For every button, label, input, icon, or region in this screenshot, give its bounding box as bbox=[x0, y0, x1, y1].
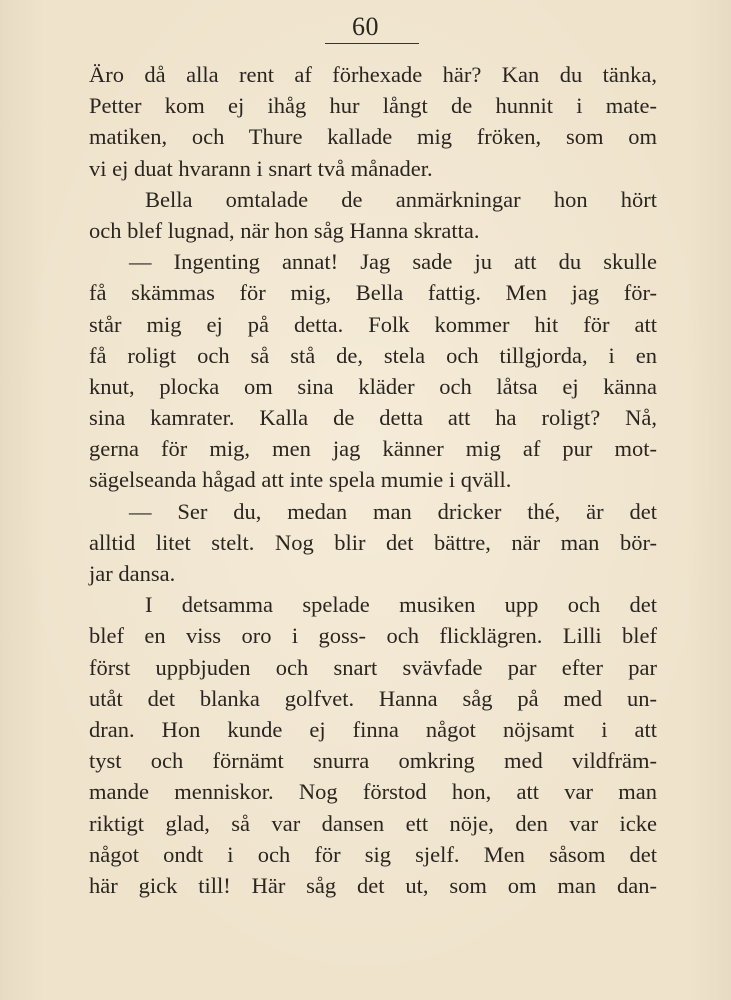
text-line: blef en viss oro i goss- och flicklägren. Lilli blef bbox=[89, 623, 657, 649]
text-line: knut, plocka om sina kläder och låtsa ej känna bbox=[89, 373, 657, 399]
text-line: matiken, och Thure kallade mig fröken, som om bbox=[89, 124, 657, 150]
text-line: gerna för mig, men jag känner mig af pur mot- bbox=[89, 436, 657, 462]
text-line: och blef lugnad, när hon såg Hanna skratta. bbox=[89, 217, 480, 243]
text-line: få roligt och så stå de, stela och tillgjorda, i en bbox=[89, 342, 657, 368]
text-line: dran. Hon kunde ej finna något nöjsamt i att bbox=[89, 716, 657, 742]
text-line: här gick till! Här såg det ut, som om man dan- bbox=[89, 872, 657, 898]
text-line: riktigt glad, så var dansen ett nöje, den var icke bbox=[89, 810, 657, 836]
text-line: I detsamma spelade musiken upp och det bbox=[145, 592, 657, 618]
text-line: utåt det blanka golfvet. Hanna såg på med un- bbox=[89, 685, 657, 711]
page-number: 60 bbox=[352, 12, 379, 41]
text-line: mande menniskor. Nog förstod hon, att var man bbox=[89, 779, 657, 805]
text-line: Petter kom ej ihåg hur långt de hunnit i mate- bbox=[89, 93, 657, 119]
text-line: står mig ej på detta. Folk kommer hit för att bbox=[89, 311, 657, 337]
text-line: tyst och förnämt snurra omkring med vildfräm- bbox=[89, 748, 657, 774]
text-line: få skämmas för mig, Bella fattig. Men jag för- bbox=[89, 280, 657, 306]
text-line: något ondt i och för sig sjelf. Men såsom det bbox=[89, 841, 657, 867]
body-text bbox=[89, 59, 657, 901]
text-line: — Ser du, medan man dricker thé, är det bbox=[129, 498, 657, 524]
text-line: Äro då alla rent af förhexade här? Kan du tänka, bbox=[89, 62, 657, 87]
text-line: sina kamrater. Kalla de detta att ha roligt? Nå, bbox=[89, 405, 657, 431]
text-line: Bella omtalade de anmärkningar hon hört bbox=[145, 186, 657, 212]
text-line: — Ingenting annat! Jag sade ju att du skulle bbox=[129, 249, 657, 275]
text-line: alltid litet stelt. Nog blir det bättre, när man bör- bbox=[89, 529, 657, 555]
header-rule bbox=[325, 43, 419, 44]
text-line: först uppbjuden och snart svävfade par efter par bbox=[89, 654, 657, 680]
text-line: jar dansa. bbox=[89, 561, 176, 586]
text-line: vi ej duat hvarann i snart två månader. bbox=[89, 155, 433, 181]
text-line: sägelseanda hågad att inte spela mumie i qväll. bbox=[89, 467, 512, 493]
